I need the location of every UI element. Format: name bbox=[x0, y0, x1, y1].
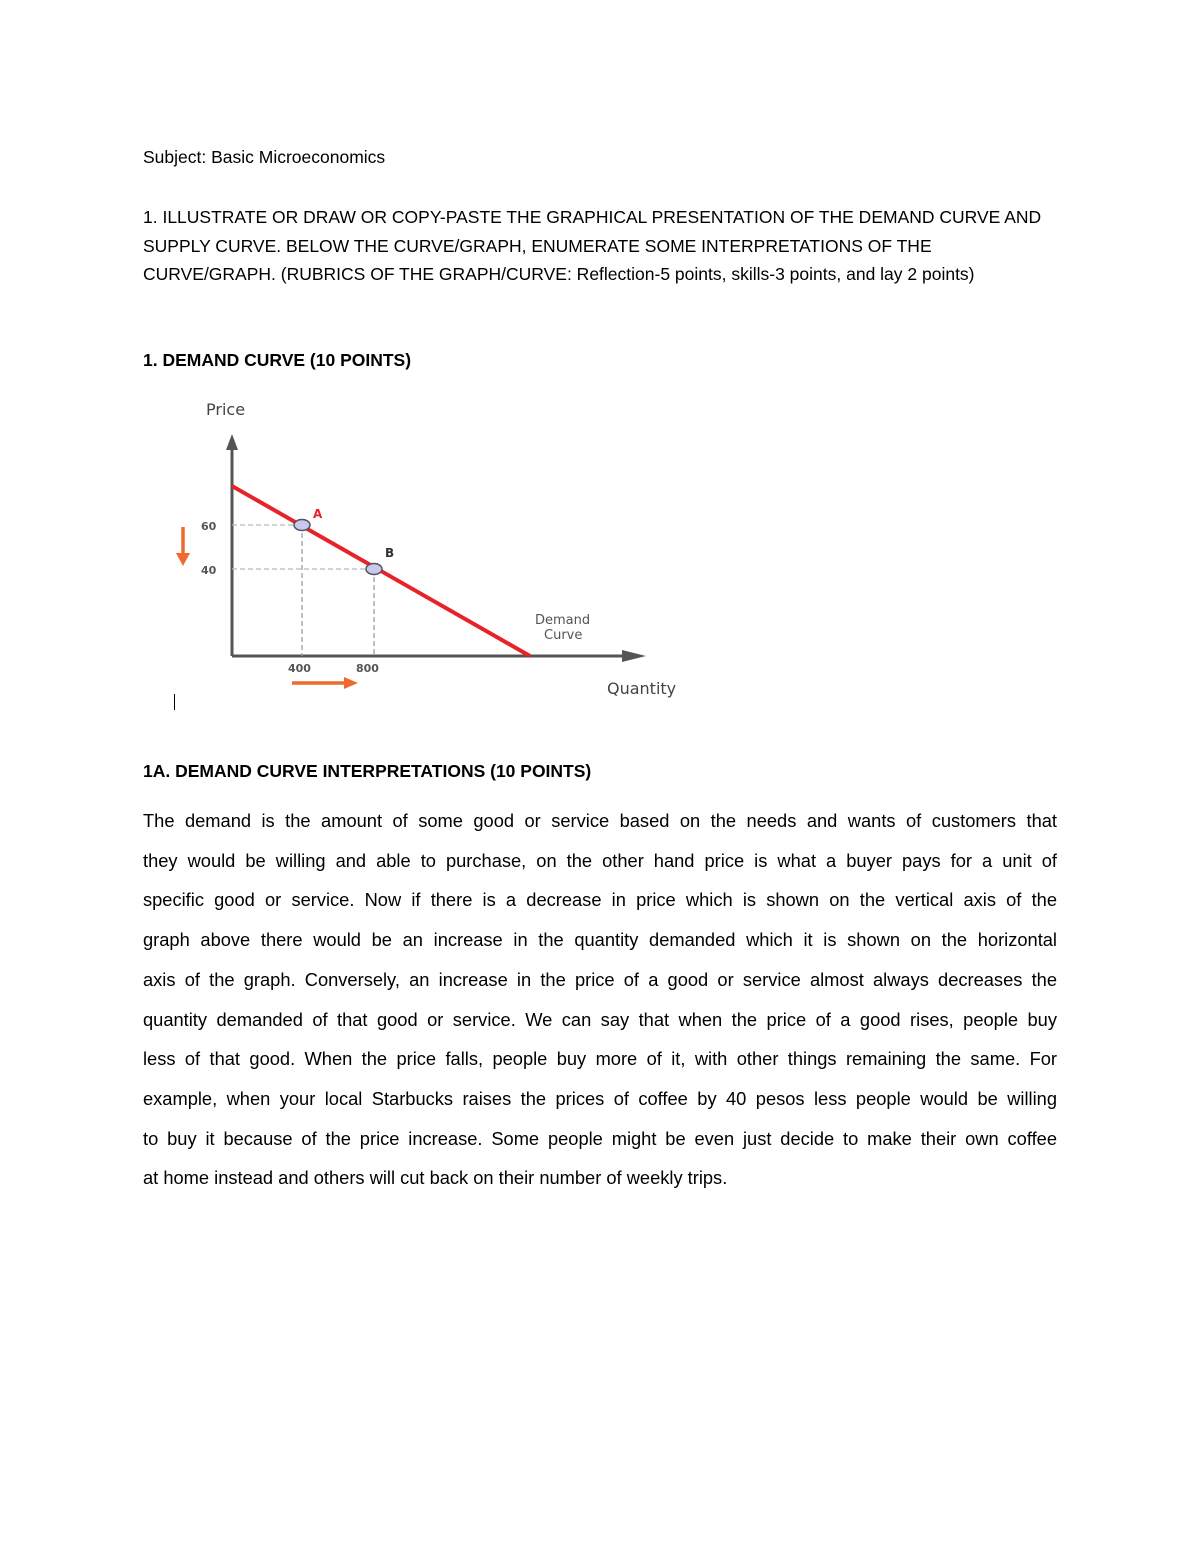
quantity-increase-arrow-head bbox=[344, 677, 358, 689]
question-line: 1. ILLUSTRATE OR DRAW OR COPY-PASTE THE GRAPHICAL PRESENTATION OF THE DEMAND CURVE AND bbox=[143, 207, 1042, 227]
y-axis-label: Price bbox=[206, 400, 246, 419]
point-b-marker bbox=[366, 564, 382, 575]
paragraph-line: quantity demanded of that good or service. We can say that when the price of a good rises, people buy bbox=[143, 1008, 1057, 1030]
x-axis-arrowhead bbox=[622, 650, 646, 662]
subject-line: Subject: Basic Microeconomics bbox=[143, 147, 386, 167]
interpretation-paragraph bbox=[143, 801, 1057, 1198]
point-a-marker bbox=[294, 520, 310, 531]
x-tick-label-800: 800 bbox=[356, 662, 379, 675]
paragraph-line: example, when your local Starbucks raises the prices of coffee by 40 pesos less people would be willing bbox=[143, 1087, 1057, 1109]
point-a-label: A bbox=[313, 507, 323, 521]
price-decrease-arrow-head bbox=[176, 553, 190, 566]
paragraph-last-line: at home instead and others will cut back on their number of weekly trips. bbox=[143, 1167, 728, 1189]
demand-curve-heading: 1. DEMAND CURVE (10 POINTS) bbox=[143, 350, 412, 370]
y-axis-arrowhead bbox=[226, 434, 238, 450]
question-instructions bbox=[143, 203, 1041, 289]
paragraph-line: graph above there would be an increase in the quantity demanded which it is shown on the horizontal bbox=[143, 929, 1057, 951]
x-tick-label-400: 400 bbox=[288, 662, 311, 675]
paragraph-line: less of that good. When the price falls, people buy more of it, with other things remaining the same. For bbox=[143, 1048, 1057, 1070]
y-tick-label-60: 60 bbox=[201, 520, 217, 533]
point-b-label: B bbox=[385, 546, 395, 560]
question-line: CURVE/GRAPH. (RUBRICS OF THE GRAPH/CURVE: Reflection-5 points, skills-3 points, and lay 2 points) bbox=[143, 264, 975, 284]
demand-curve-label-line1: Demand bbox=[535, 613, 591, 628]
paragraph-line: axis of the graph. Conversely, an increase in the price of a good or service almost always decreases the bbox=[143, 968, 1057, 990]
text-cursor-mark bbox=[174, 694, 175, 710]
paragraph-line: to buy it because of the price increase. Some people might be even just decide to make their own coffee bbox=[143, 1127, 1057, 1149]
interpretations-heading: 1A. DEMAND CURVE INTERPRETATIONS (10 POINTS) bbox=[143, 761, 592, 781]
y-tick-label-40: 40 bbox=[201, 564, 217, 577]
question-line: SUPPLY CURVE. BELOW THE CURVE/GRAPH, ENUMERATE SOME INTERPRETATIONS OF THE bbox=[143, 235, 932, 256]
demand-curve-chart bbox=[170, 390, 700, 710]
paragraph-line: The demand is the amount of some good or service based on the needs and wants of customers that bbox=[143, 810, 1057, 831]
x-axis-label: Quantity bbox=[607, 679, 677, 698]
demand-curve-label-line2: Curve bbox=[544, 628, 583, 643]
paragraph-line: they would be willing and able to purchase, on the other hand price is what a buyer pays for a unit of bbox=[143, 849, 1057, 871]
paragraph-line: specific good or service. Now if there is a decrease in price which is shown on the vertical axis of the bbox=[143, 889, 1057, 911]
